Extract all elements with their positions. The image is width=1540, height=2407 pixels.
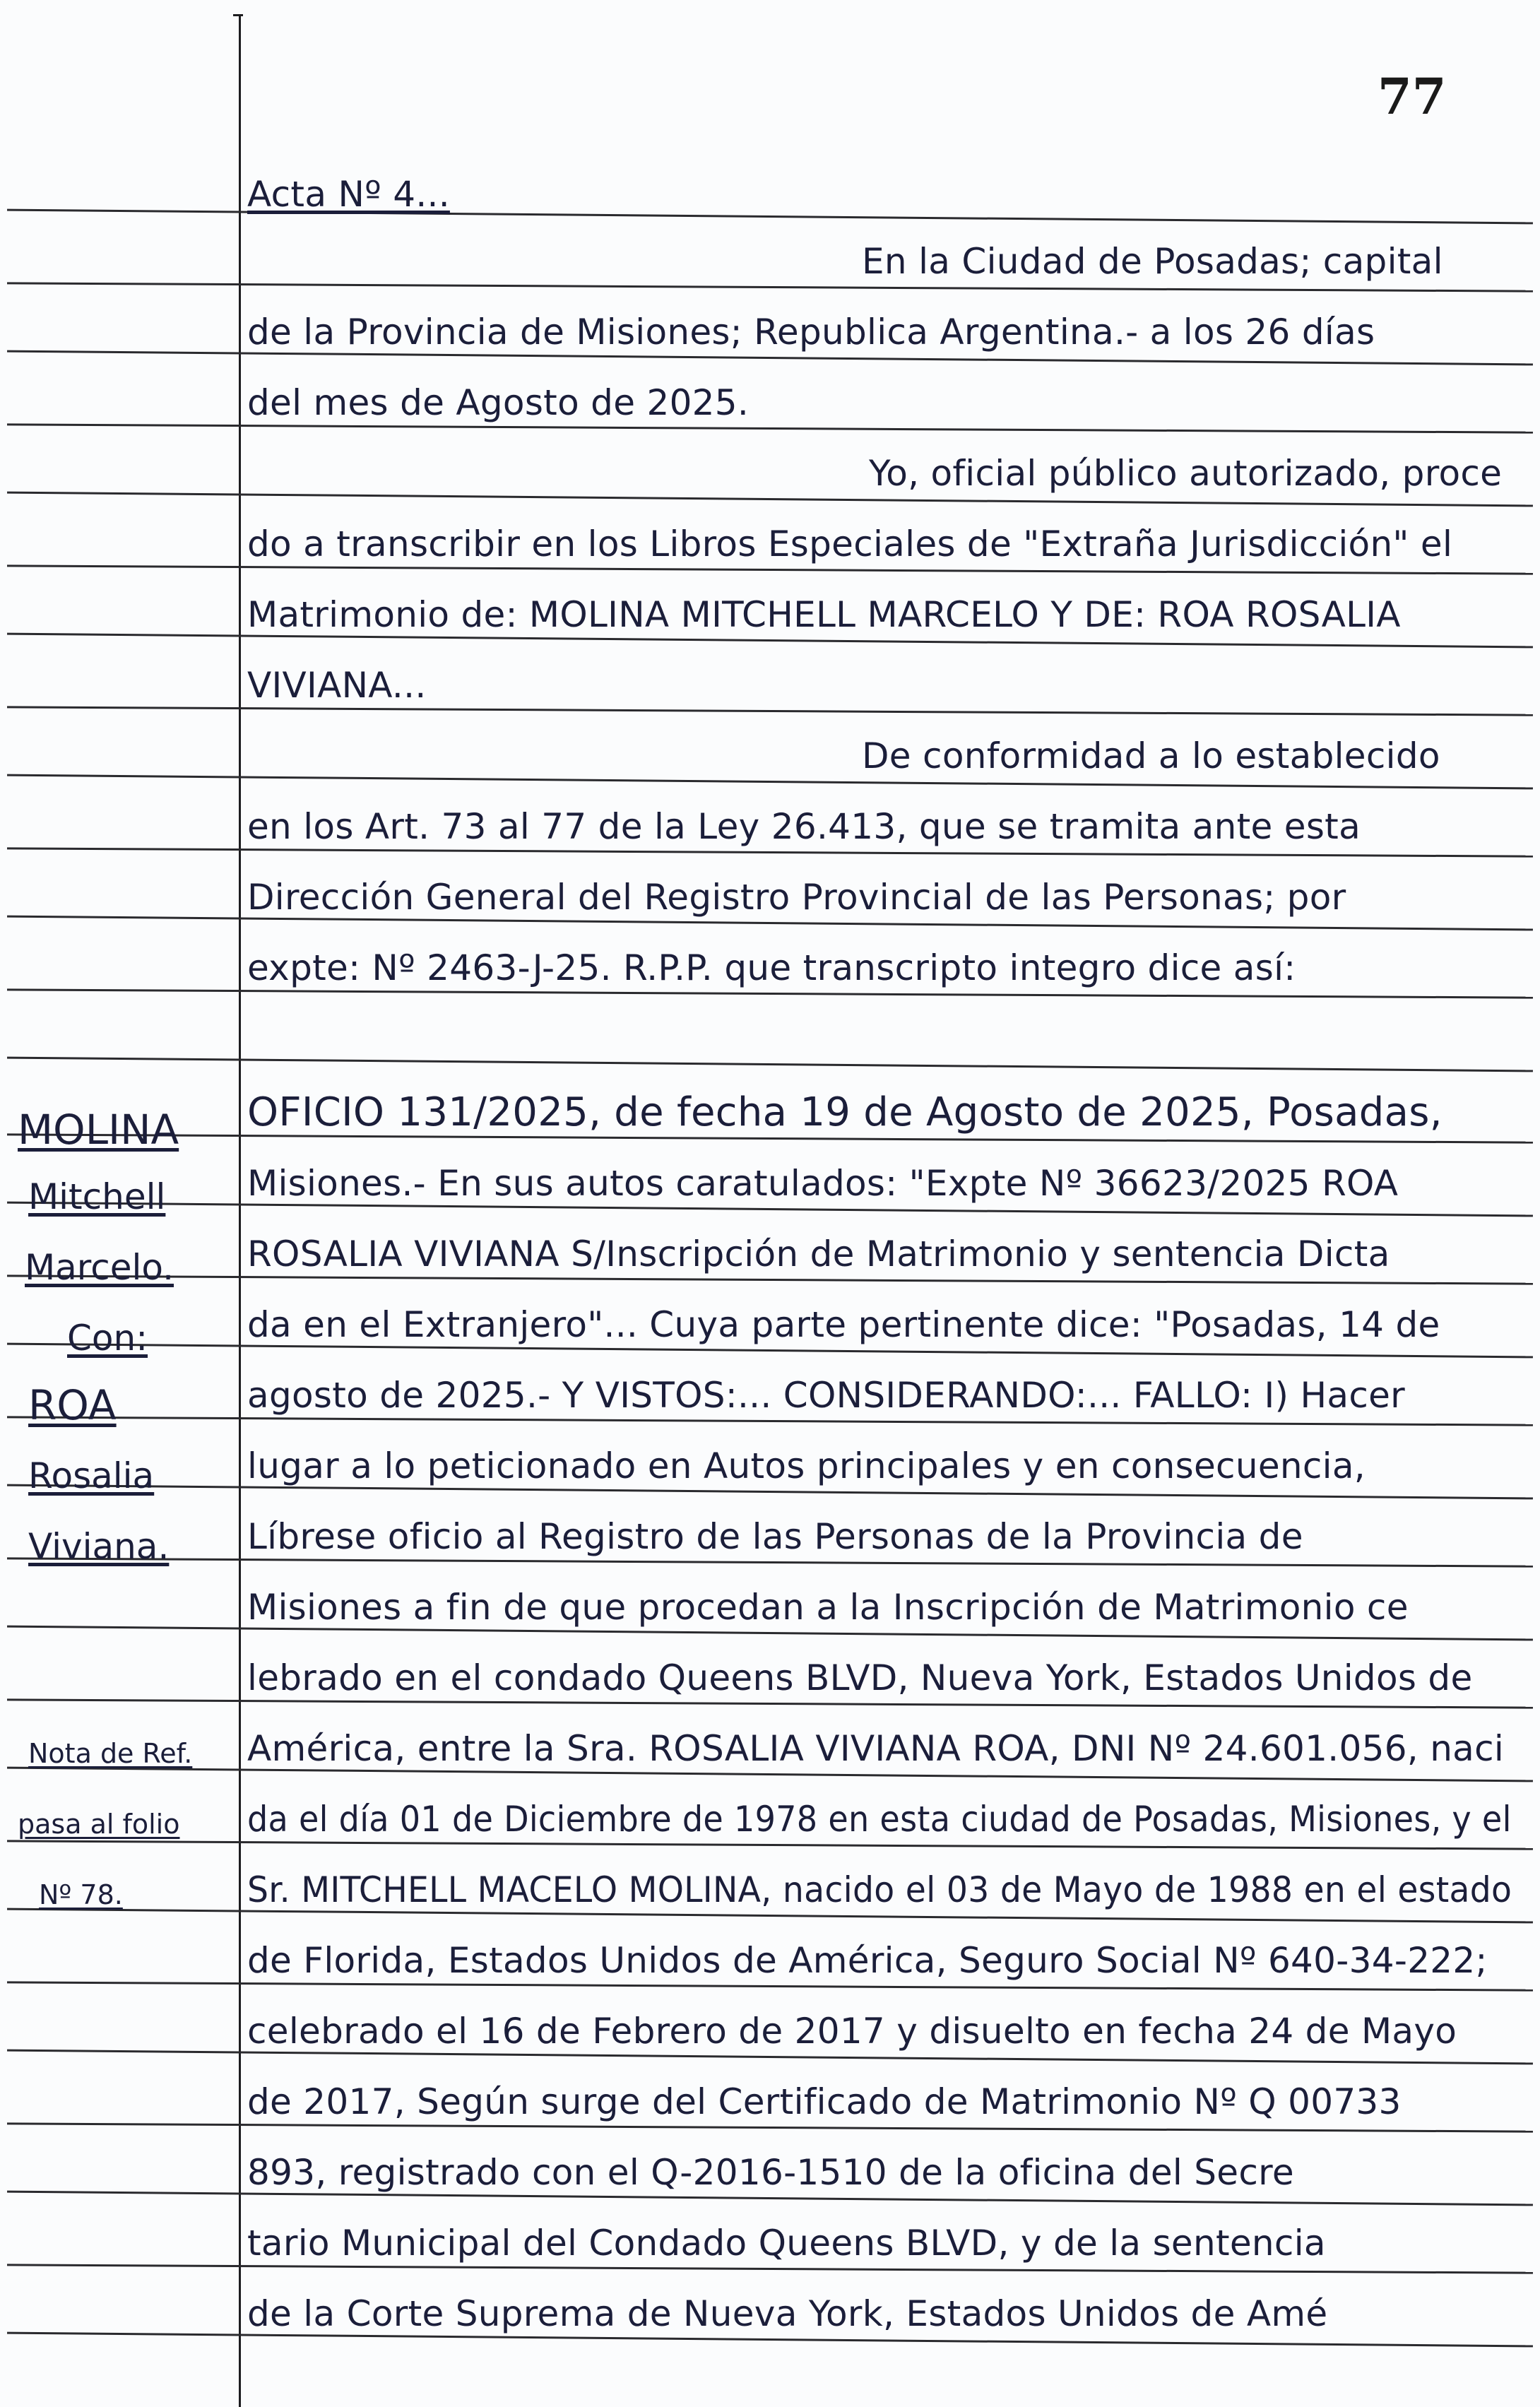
ruled-line xyxy=(7,1557,1533,1567)
ruled-line xyxy=(7,988,1533,998)
margin-name: ROA xyxy=(28,1381,117,1429)
ruled-line xyxy=(7,2264,1533,2273)
body-line: de la Corte Suprema de Nueva York, Estados Unidos de Amé xyxy=(247,2293,1328,2334)
margin-note: Nota de Ref. xyxy=(28,1738,193,1769)
body-line: ROSALIA VIVIANA S/Inscripción de Matrimonio y sentencia Dicta xyxy=(247,1234,1390,1275)
body-line: do a transcribir en los Libros Especiales de "Extraña Jurisdicción" el xyxy=(247,524,1453,564)
ruled-line xyxy=(7,706,1533,716)
body-line: da en el Extranjero"... Cuya parte pertinente dice: "Posadas, 14 de xyxy=(247,1304,1440,1345)
ruled-line xyxy=(7,1981,1533,1991)
body-line: celebrado el 16 de Febrero de 2017 y disuelto en fecha 24 de Mayo xyxy=(247,2011,1457,2052)
body-line: 893, registrado con el Q-2016-1510 de la oficina del Secre xyxy=(247,2152,1294,2193)
margin-name: Mitchell xyxy=(28,1176,166,1217)
margin-tick xyxy=(233,14,243,16)
ruled-line xyxy=(7,209,1533,225)
margin-note: pasa al folio xyxy=(18,1809,180,1840)
body-line: expte: Nº 2463-J-25. R.P.P. que transcripto integro dice así: xyxy=(247,947,1296,988)
body-line: Yo, oficial público autorizado, proce xyxy=(869,453,1503,494)
body-line: Misiones.- En sus autos caratulados: "Expte Nº 36623/2025 ROA xyxy=(247,1163,1399,1204)
ruled-line xyxy=(7,282,1533,292)
body-line: de la Provincia de Misiones; Republica Argentina.- a los 26 días xyxy=(247,312,1375,353)
body-line: VIVIANA... xyxy=(247,665,427,706)
margin-line xyxy=(239,14,241,2407)
body-line: América, entre la Sra. ROSALIA VIVIANA ROA, DNI Nº 24.601.056, naci xyxy=(247,1728,1505,1769)
body-line: Matrimonio de: MOLINA MITCHELL MARCELO Y DE: ROA ROSALIA xyxy=(247,594,1401,635)
ruled-line xyxy=(7,564,1533,574)
body-line: Dirección General del Registro Provincial de las Personas; por xyxy=(247,877,1346,918)
margin-name: Con: xyxy=(67,1318,148,1359)
margin-note: Nº 78. xyxy=(39,1879,123,1910)
body-line: Misiones a fin de que procedan a la Inscripción de Matrimonio ce xyxy=(247,1587,1409,1628)
ruled-line xyxy=(7,2122,1533,2132)
body-line: agosto de 2025.- Y VISTOS:... CONSIDERANDO:... FALLO: I) Hacer xyxy=(247,1375,1406,1416)
body-line: lugar a lo peticionado en Autos principales y en consecuencia, xyxy=(247,1445,1366,1486)
body-line: de Florida, Estados Unidos de América, Seguro Social Nº 640-34-222; xyxy=(247,1940,1488,1981)
margin-name: Marcelo. xyxy=(25,1247,174,1288)
body-line: lebrado en el condado Queens BLVD, Nueva York, Estados Unidos de xyxy=(247,1657,1473,1698)
body-line: De conformidad a lo establecido xyxy=(862,735,1440,776)
body-line: OFICIO 131/2025, de fecha 19 de Agosto de 2025, Posadas, xyxy=(247,1089,1443,1135)
ruled-line xyxy=(7,423,1533,433)
body-line: del mes de Agosto de 2025. xyxy=(247,382,750,423)
body-line: Líbrese oficio al Registro de las Personas de la Provincia de xyxy=(247,1516,1303,1557)
body-line: da el día 01 de Diciembre de 1978 en esta ciudad de Posadas, Misiones, y el xyxy=(247,1799,1512,1840)
margin-name: MOLINA xyxy=(18,1106,179,1154)
body-line: Sr. MITCHELL MACELO MOLINA, nacido el 03 de Mayo de 1988 en el estado xyxy=(247,1869,1512,1910)
body-line: en los Art. 73 al 77 de la Ley 26.413, que se tramita ante esta xyxy=(247,806,1361,847)
page-number: 77 xyxy=(1378,67,1447,126)
body-line: de 2017, Según surge del Certificado de Matrimonio Nº Q 00733 xyxy=(247,2081,1402,2122)
acta-title: Acta Nº 4... xyxy=(247,174,450,215)
ruled-line xyxy=(7,1416,1533,1426)
ruled-line xyxy=(7,1698,1533,1708)
ruled-line xyxy=(7,1275,1533,1284)
margin-name: Rosalia xyxy=(28,1455,155,1496)
ruled-line xyxy=(7,847,1533,857)
body-line: tario Municipal del Condado Queens BLVD, y de la sentencia xyxy=(247,2223,1326,2264)
ruled-line xyxy=(7,1840,1533,1850)
ruled-line xyxy=(7,1057,1533,1072)
body-line: En la Ciudad de Posadas; capital xyxy=(862,241,1443,282)
margin-name: Viviana. xyxy=(28,1526,170,1567)
